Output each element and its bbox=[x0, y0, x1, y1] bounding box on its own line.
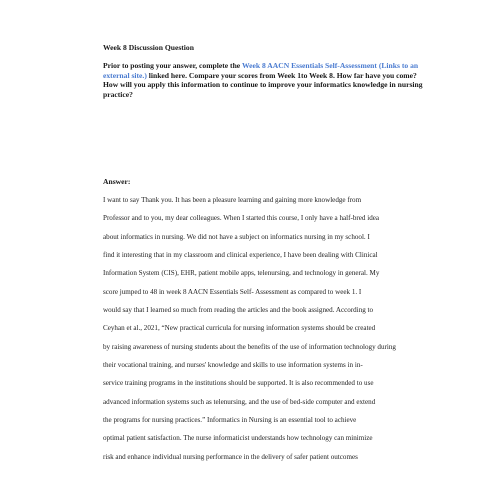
document-title: Week 8 Discussion Question bbox=[103, 43, 194, 52]
answer-line: Information System (CIS), EHR, patient mobile apps, telenursing, and technology in general. My bbox=[103, 269, 380, 278]
answer-heading: Answer: bbox=[103, 177, 131, 186]
answer-line: Professor and to you, my dear colleagues. When I started this course, I only have a half-bred idea bbox=[103, 214, 380, 223]
answer-line: risk and enhance individual nursing performance in the delivery of safer patient outcomes bbox=[103, 452, 358, 461]
answer-line: by raising awareness of nursing students about the benefits of the use of information technology during bbox=[103, 342, 396, 351]
answer-line: I want to say Thank you. It has been a pleasure learning and gaining more knowledge from bbox=[103, 196, 362, 204]
answer-line: score jumped to 48 in week 8 AACN Essentials Self- Assessment as compared to week 1. I bbox=[103, 287, 362, 296]
answer-line: service training programs in the institutions should be supported. It is also recommended to use bbox=[103, 379, 374, 388]
answer-line: find it interesting that in my classroom and clinical experience, I have been dealing with Clinical bbox=[103, 251, 378, 260]
answer-line: would say that I learned so much from reading the articles and the book assigned. According to bbox=[103, 306, 374, 315]
prompt-text-after-link: linked here. Compare your scores from Week 1to Week 8. How far have you come? How will you apply this information to continue to improve your informatics knowledge in nursing practice? bbox=[103, 70, 423, 99]
prompt-text-before-link: Prior to posting your answer, complete the bbox=[103, 61, 242, 70]
answer-line: about informatics in nursing. We did not have a subject on informatics nursing in my school. I bbox=[103, 232, 370, 241]
self-assessment-link[interactable]: Week 8 AACN Essentials Self-Assessment (Links to an external site.) bbox=[103, 61, 419, 80]
answer-line: optimal patient satisfaction. The nurse informaticist understands how technology can minimize bbox=[103, 434, 373, 443]
answer-line: Ceyhan et al., 2021, “New practical curricula for nursing information systems should be created bbox=[103, 324, 376, 333]
answer-body bbox=[103, 191, 403, 466]
question-prompt bbox=[103, 61, 423, 99]
answer-line: the programs for nursing practices.” Informatics in Nursing is an essential tool to achieve bbox=[103, 416, 357, 425]
answer-line: their vocational training, and nurses' knowledge and skills to use information systems in in- bbox=[103, 361, 363, 370]
answer-line: advanced information systems such as telenursing, and the use of bed-side computer and extend bbox=[103, 397, 376, 406]
